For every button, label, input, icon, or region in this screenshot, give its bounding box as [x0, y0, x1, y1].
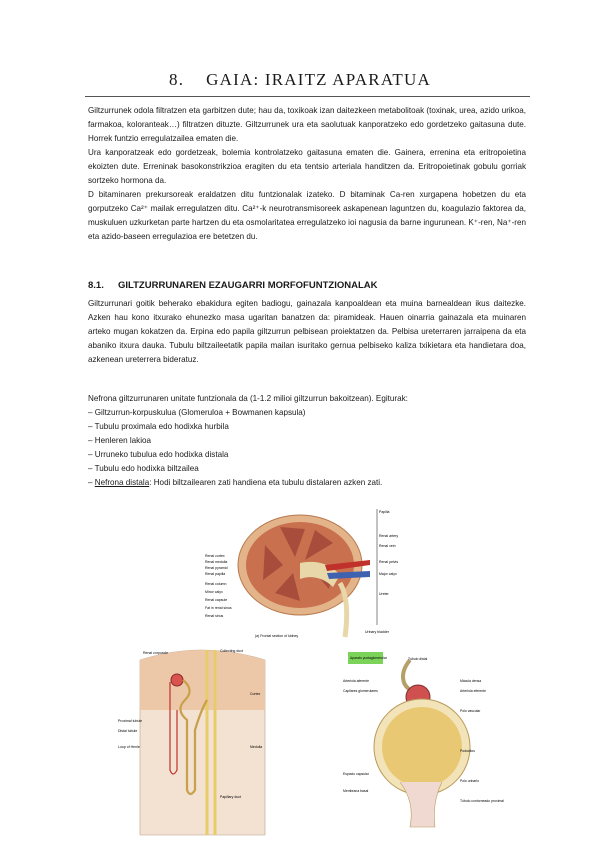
corpuscle-label: Polo vascular: [460, 709, 481, 713]
nephron-label: Proximal tubule: [118, 719, 143, 723]
chapter-title: [0, 70, 600, 90]
list-item: – Urruneko tubulua edo hodixka distala: [88, 450, 229, 459]
kidney-label: Renal pelvis: [379, 560, 399, 564]
corpuscle-label: Arteriola eferente: [460, 689, 487, 693]
kidney-label: Ureter: [379, 592, 389, 596]
kidney-label: Renal medulla: [205, 560, 228, 564]
corpuscle-label: Aparato yuxtaglomerular: [350, 656, 387, 660]
title-rule: [85, 96, 530, 97]
nephron-label: Renal corpuscle: [143, 651, 169, 655]
corpuscle-label: Polo urinario: [460, 779, 480, 783]
cortex-zone: [140, 650, 265, 710]
corpuscle-label: Túbulo contorneado proximal: [460, 799, 504, 803]
kidney-label: Papilla: [379, 510, 390, 514]
glomerulus: [171, 674, 183, 686]
list-item-distal-nephron: [88, 476, 526, 490]
corpuscle-label: Capilares glomerulares: [343, 689, 378, 693]
section-number: 8.1.: [88, 280, 104, 291]
kidney-label: Minor calyx: [205, 590, 223, 594]
kidney-label: Renal artery: [379, 534, 399, 538]
list-dash: –: [88, 478, 95, 487]
section-paragraph: Giltzurrunari goitik beherako ebakidura egiten badiogu, gainazala kanpoaldean eta muina barnealdean ikus daitezke. Azken hau kono itxurako ehunezko masa ugaritan banatzen da: piramideak. Hauen oinarria gainazala eta muinaren arteko mugan kokatzen da. Erpina edo papila giltzurrun pelbisean proiektatzen da. Pelbisa ureterraren jarraipena da eta abaniko itxura dauka. Tubulu biltzaileetatik papila mailan isuritako gernua pelbiseko kaliza txikietara eta handietara doa, azkenean ureterrera bideratuz.: [88, 299, 526, 364]
nephron-figure: [115, 640, 290, 840]
kidney-label: Renal vein: [379, 544, 396, 548]
chapter-number: 8.: [169, 70, 185, 89]
list-item: – Tubulu edo hodixka biltzailea: [88, 464, 199, 473]
intro-paragraph-3: D bitaminaren prekursoreak eraldatzen ditu funtzionalak izateko. D bitaminak Ca-ren xurgapena hobetzen du eta gorputzeko Ca²⁺ mailak erregulatzen ditu. Ca²⁺-k neurotransmisoreek askapenean laguntzen du, koagulazio faktorea da, muskuluen uzkurketan parte hartzen du eta osmolaritatea erregulatzeko ioi nagusia da barne ingurunean. K⁺-ren, Na⁺-ren eta azido-baseen erregulazioa ere betetzen du.: [88, 190, 526, 241]
list-item: – Henleren lakioa: [88, 436, 151, 445]
nephron-intro: Nefrona giltzurrunaren unitate funtzionala da (1-1.2 milioi giltzurrun bakoitzean). Egiturak:: [88, 394, 408, 403]
nephron-text: [88, 392, 526, 490]
glomerular-capillaries: [382, 707, 462, 787]
corpuscle-label: Túbulo distal: [408, 657, 428, 661]
section-title: GILTZURRUNAREN EZAUGARRI MORFOFUNTZIONALAK: [118, 280, 378, 291]
nephron-label: Papillary duct: [220, 795, 242, 799]
kidney-label: Urinary bladder: [365, 630, 389, 634]
nephron-label: Loop of Henle: [118, 745, 140, 749]
intro-paragraph-1: Giltzurrunek odola filtratzen eta garbitzen dute; hau da, toxikoak izan daitezkeen metabolitoak (toxinak, urea, azido urikoa, farmakoa, koloranteak…) filtratzen dituzte. Giltzurrunek ura eta saolutuak kanporatzeko edo gordetzeko gaitasuna dute. Horrek funtzio erregulatzailea ematen die.: [88, 106, 526, 143]
list-item: – Giltzurrun-korpuskulua (Glomeruloa + Bowmanen kapsula): [88, 408, 306, 417]
renal-corpuscle-figure: [340, 652, 504, 837]
nephron-label: Distal tubule: [118, 729, 138, 733]
corpuscle-label: Arteriola aferente: [343, 679, 370, 683]
intro-text: [88, 104, 526, 244]
nephron-label: Collecting duct: [220, 649, 243, 653]
distal-nephron-definition: : Hodi biltzailearen zati handiena eta tubulu distalaren azken zati.: [149, 478, 383, 487]
nephron-label: Cortex: [250, 692, 261, 696]
distal-nephron-term: Nefrona distala: [94, 478, 150, 487]
nephron-label: Medulla: [250, 745, 263, 749]
kidney-section-figure: [205, 505, 399, 640]
proximal-tubule: [400, 782, 442, 827]
kidney-label: Renal column: [205, 582, 227, 586]
kidney-label: Renal capsule: [205, 598, 228, 602]
kidney-label: Renal cortex: [205, 554, 225, 558]
kidney-label: Fat in renal sinus: [205, 606, 232, 610]
kidney-caption: (a) Frontal section of kidney: [255, 634, 299, 638]
list-item: – Tubulu proximala edo hodixka hurbila: [88, 422, 229, 431]
kidney-label: Major calyx: [379, 572, 397, 576]
intro-paragraph-2: Ura kanporatzeak edo gordetzeak, bolemia kontrolatzeko gaitasuna ematen die. Gainera, errenina eta eritropoietina ekoizten dute. Erreninak basokonstrikzioa eragiten du eta tentsio arteriala handitzen da. Eritropoietinak gobulu gorriak sortzeko hormona da.: [88, 148, 526, 185]
corpuscle-label: Membrana basal: [343, 789, 369, 793]
kidney-label: Renal pyramid: [205, 566, 228, 570]
section-heading: [88, 280, 377, 291]
corpuscle-label: Espacio capsular: [343, 772, 369, 776]
corpuscle-label: Podocitos: [460, 749, 475, 753]
nephron-structure-list: [88, 406, 526, 490]
chapter-title-text: GAIA: IRAITZ APARATUA: [206, 70, 431, 89]
section-text: [88, 297, 526, 367]
corpuscle-label: Mácula densa: [460, 679, 482, 683]
kidney-label: Renal sinus: [205, 614, 224, 618]
ureter: [340, 583, 347, 637]
kidney-label: Renal papilla: [205, 572, 226, 576]
